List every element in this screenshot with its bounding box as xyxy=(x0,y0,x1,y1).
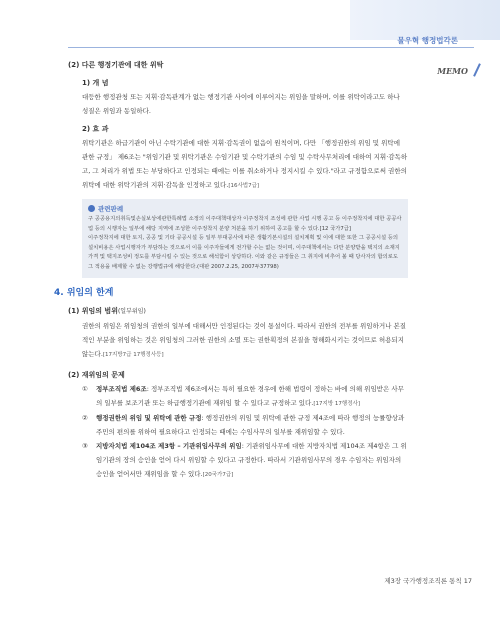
item-number: ③ xyxy=(82,442,88,450)
case-citation: [12 국가7급] xyxy=(319,225,351,232)
subsection-heading: 1) 개 념 xyxy=(82,79,109,87)
header-rule xyxy=(68,47,474,48)
item-label: 지방자치법 제104조 제3항 – 기관위임사무의 위임 xyxy=(96,442,242,450)
case-icon xyxy=(88,205,95,212)
case-box-title xyxy=(88,203,402,215)
chapter-tab xyxy=(350,0,500,40)
item-number: ① xyxy=(82,385,88,393)
case-box-title-text: 관련판례 xyxy=(98,205,124,213)
subsection-heading xyxy=(68,304,408,319)
item-text: : 행정권한의 위임 및 위탁에 관한 규정 제4조에 따라 행정의 능률향상과 주민의 편의를 위하여 필요하다고 인정되는 때에는 수임사무의 일부를 재위임할 수 있다. xyxy=(96,414,405,436)
list-item xyxy=(82,439,408,482)
item-label: 행정권한의 위임 및 위탁에 관한 규정 xyxy=(96,414,202,422)
heading-paren: (일부위임) xyxy=(117,308,146,315)
subsection-heading: 2) 효 과 xyxy=(82,125,109,133)
paragraph xyxy=(68,319,408,362)
paragraph-text: 권한의 위임은 위임청의 권한의 일부에 대해서만 인정된다는 것이 통설이다. 따라서 권한의 전부를 위임하거나 본질적인 부분을 위임하는 것은 위임청의 그러한 권한의 소멸 또는 권한획정의 본질을 형해화시키는 것이므로 허용되지 않는다. xyxy=(82,322,407,358)
paragraph-text: 위탁기관은 하급기관이 아닌 수탁기관에 대한 지휘·감독권이 없음이 원칙이며, 다만 「행정권한의 위임 및 위탁에 관한 규정」 제6조는 "위임기관 및 위탁기관은 수임기관 및 수탁기관의 수임 및 수탁사무처리에 대하여 지휘·감독하고, 그 처리가 위법 또는 부당하다고 인정되는 때에는 이를 취소하거나 정지시킬 수 있다."라고 규정함으로써 권한의 위탁에 대한 위탁기관의 지휘·감독을 인정하고 있다. xyxy=(82,139,408,189)
chapter-label: 물우혁 행정법각론 xyxy=(397,36,458,45)
page-footer: 제3장 국가행정조직론 통칙 17 xyxy=(384,577,472,585)
case-text: 이주정착지에 대한 토지, 공공 및 기타 공공시설 등 일부 부대공사에 따른 생활기본시설의 설치계획 및 이에 대한 또한 그 공공시설 등의 설치비용은 사업시행자가 부담하는 것으로서 이를 이주자들에게 전가할 수는 없는 것이며, 이주대책에서는 다만 분양받을 택지의 소재지가격 및 택지조성비 정도를 부담시킬 수 있는 것으로 해석함이 상당하다. 이와 같은 규정들은 그 취지에 비추어 볼 때 당사자의 합의로도 그 적용을 배제할 수 없는 강행법규에 해당한다. xyxy=(88,235,400,270)
item-text: : 기관위임사무에 대한 지방자치법 제104조 제4항은 그 위임기관의 장의 승인을 얻어 다시 위임할 수 있다고 규정한다. 따라서 기관위임사무의 경우 수임자는 위임자의 승인을 얻어서만 재위임을 할 수 있다. xyxy=(96,442,407,478)
case-text: 구 공공용지의취득및손실보상에관한특례법 소정의 이주대책대상자 이주정착지 조성에 관한 사업 시행 공고 등 이주정착지에 대한 공공사업 등의 시행자는 일부에 해당 지역에 조성한 이주정착지 분양 처분을 하기 위하여 공고를 할 수 있다. xyxy=(88,216,402,232)
page-content xyxy=(54,58,408,482)
case-citation: (대판 2007.2.25, 2007두37798) xyxy=(197,263,279,270)
item-number: ② xyxy=(82,414,88,422)
section-heading: 4. 위임의 한계 xyxy=(54,288,114,298)
case-paragraph xyxy=(88,215,402,234)
item-label: 정부조직법 제6조 xyxy=(96,385,147,393)
paragraph: 대등한 행정관청 또는 지휘·감독관계가 없는 행정기관 사이에 이루어지는 위임을 말하며, 이를 위탁이라고도 하나 성질은 위임과 동일하다. xyxy=(82,93,400,115)
subsection-heading: (2) 재위임의 문제 xyxy=(68,371,125,379)
citation: [17지방7급 17행정사등] xyxy=(102,352,164,358)
section-heading: (2) 다른 행정기관에 대한 위탁 xyxy=(68,61,164,69)
case-box xyxy=(82,199,408,278)
memo-label: MEMO xyxy=(437,66,468,76)
paragraph xyxy=(68,136,408,193)
numbered-list xyxy=(68,382,408,482)
item-text: : 정부조직법 제6조에서는 특히 필요한 경우에 한해 법령이 정하는 바에 의해 위임받은 사무의 일부를 보조기관 또는 하급행정기관에 재위임 할 수 있다고 규정하고 있다. xyxy=(96,385,404,407)
citation: [16사법7급] xyxy=(228,183,260,189)
citation: [20국가7급] xyxy=(202,472,234,478)
list-item xyxy=(82,411,408,439)
case-paragraph xyxy=(88,234,402,272)
memo-slash-icon xyxy=(473,63,481,77)
heading-main: (1) 위임의 범위 xyxy=(68,307,118,315)
list-item xyxy=(82,382,408,411)
citation: [17지방 17행정사] xyxy=(313,401,360,407)
